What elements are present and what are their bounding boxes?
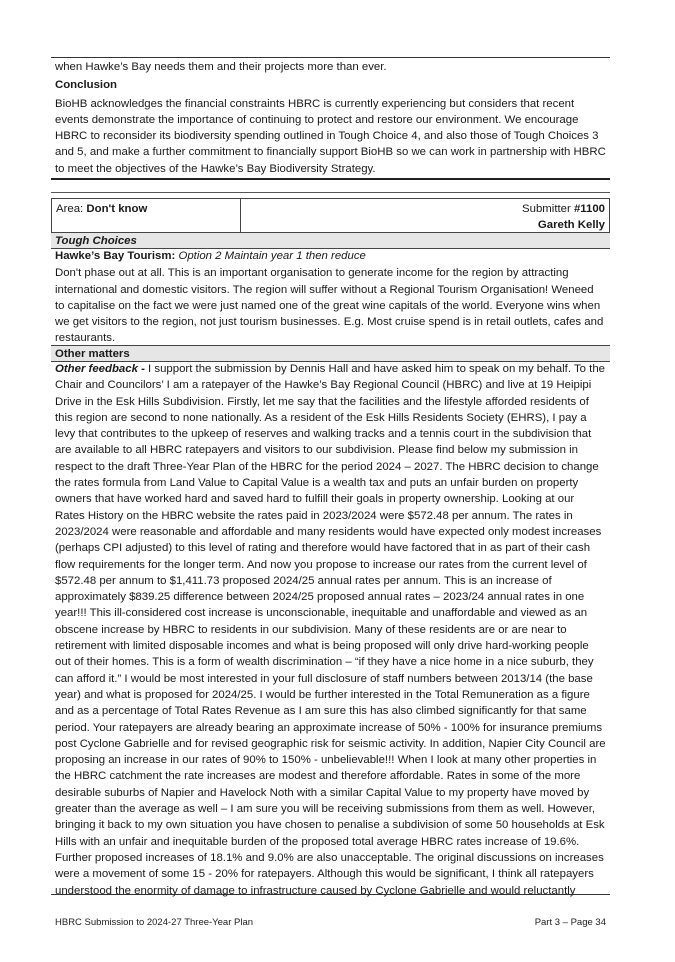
submitter-cell [241,199,610,236]
conclusion-text: BioHB acknowledges the financial constraints HBRC is currently experiencing but considers that recent events demonstrate the importance of continuing to protect and restore our environment. We encourage HBRC to reconsider its biodiversity spending outlined in Tough Choice 4, and also those of Tough Choices 3 and 5, and make a further commitment to financially support BioHB so we can work in partnership with HBRC to meet the objectives of the Hawke’s Bay Biodiversity Strategy. [55,97,606,175]
other-matters-section [51,361,610,899]
other-feedback-text: I support the submission by Dennis Hall and have asked him to speak on my behalf. To the Chair and Councilors’ I am a ratepayer of the Hawke’s Bay Regional Council (HBRC) and live at 19 Heipipi Drive in the Esk Hills Subdivision. Firstly, let me say that the facilities and the lifestyle afforded residents of this region are second to none nationally. As a resident of the Esk Hills Residents Society (EHRS), I pay a levy that contributes to the upkeep of reserves and walking tracks and a tennis court in the subdivision that are available to all HBRC ratepayers and visitors to our subdivision. Please find below my submission in respect to the draft Three-Year Plan of the HBRC for the period 2024 – 2027. The HBRC decision to change the rates formula from Land Value to Capital Value is a wealth tax and puts an unfair burden on property owners that have worked hard and saved hard to fulfill their goals in property ownership. Looking at our Rates History on the HBRC website the rates paid in 2023/2024 were $572.48 per annum. The rates in 2023/2024 were reasonable and affordable and many residents would have expected only modest increases (perhaps CPI adjusted) to this level of rating and therefore would have factored that in as part of their cash flow requirements for the longer term. And now you propose to increase our rates from the current level of $572.48 per annum to $1,411.73 proposed 2024/25 annual rates per annum. This is an increase of approximately $839.25 difference between 2024/25 proposed annual rates – 2023/24 annual rates in one year!!! This ill-considered cost increase is unconscionable, inequitable and unaffordable and viewed as an obscene increase by HBRC to residents in our subdivision. Many of these residents are or are near to retirement with limited disposable incomes and what is being proposed will only drive hard-working people out of their homes. This is a form of wealth discrimination – “if they have a nice home in a nice suburb, they can afford it.” I would be most interested in your full disclosure of staff numbers between 2013/14 (the base year) and what is proposed for 2024/25. I would be further interested in the Total Remuneration as a figure and as a percentage of Total Rates Revenue as I am sure this has also climbed significantly for that same period. Your ratepayers are already bearing an approximate increase of 50% - 100% for insurance premiums post Cyclone Gabrielle and for revised geographic risk for seismic activity. In addition, Napier City Council are proposing an increase in our rates of 90% to 150% - unbelievable!!! When I look at many other properties in the HBRC catchment the rate increases are modest and therefore affordable. Rates in some of the more desirable suburbs of Napier and Havelock Noth with a similar Capital Value to my property have moved by greater than the average as well – I am sure you will be receiving submissions from them as well. However, bringing it back to my own situation you have chosen to penalise a subdivision of some 50 households at Esk Hills with an unfair and inequitable burden of the proposed total average HBRC rates increase of 19.6%. Further proposed increases of 18.1% and 9.0% are also unacceptable. The original discussions on increases were a movement of some 15 - 20% for ratepayers. Although this would be significant, I think all ratepayers understood the enormity of damage to infrastructure caused by Cyclone Gabrielle and would reluctantly [55,363,606,897]
other-matters-heading: Other matters [51,345,610,362]
tough-choices-text: Don't phase out at all. This is an important organisation to generate income for the region by attracting international and domestic visitors. The region will suffer without a Regional Tourism Organisation! Weneed to capitalise on the fact we were just named one of the great wine capitals of the world. Everyone wins when we get visitors to the region, not just tourism businesses. E.g. Most cruise spend is in retail outlets, cafes and restaurants. [55,267,604,345]
submitter-name: Gareth Kelly [537,219,605,231]
other-feedback-paragraph [55,361,606,899]
other-feedback-label: Other feedback - [55,363,145,375]
submitter-number: #1100 [573,203,605,215]
area-label: Area: [56,203,87,215]
section-divider-thin [51,192,610,193]
conclusion-heading: Conclusion [55,79,118,92]
page-footer [55,917,606,928]
submission-header-table [51,198,610,236]
section-divider [51,178,610,180]
area-cell [52,199,241,236]
topic-option: Option 2 Maintain year 1 then reduce [178,250,366,262]
area-value: Don't know [86,203,148,215]
footer-page-number: Part 3 – Page 34 [534,917,606,928]
topic-label: Hawke’s Bay Tourism: [55,250,176,262]
intro-section [55,59,606,177]
topic-line [55,248,606,264]
submitter-label: Submitter [522,203,574,215]
top-rule [51,57,610,58]
continuation-text: when Hawke’s Bay needs them and their projects more than ever. [55,61,387,73]
tough-choices-section [51,248,610,347]
footer-left: HBRC Submission to 2024-27 Three-Year Plan [55,917,254,928]
bottom-rule [51,894,610,895]
tough-choices-heading: Tough Choices [51,232,610,249]
